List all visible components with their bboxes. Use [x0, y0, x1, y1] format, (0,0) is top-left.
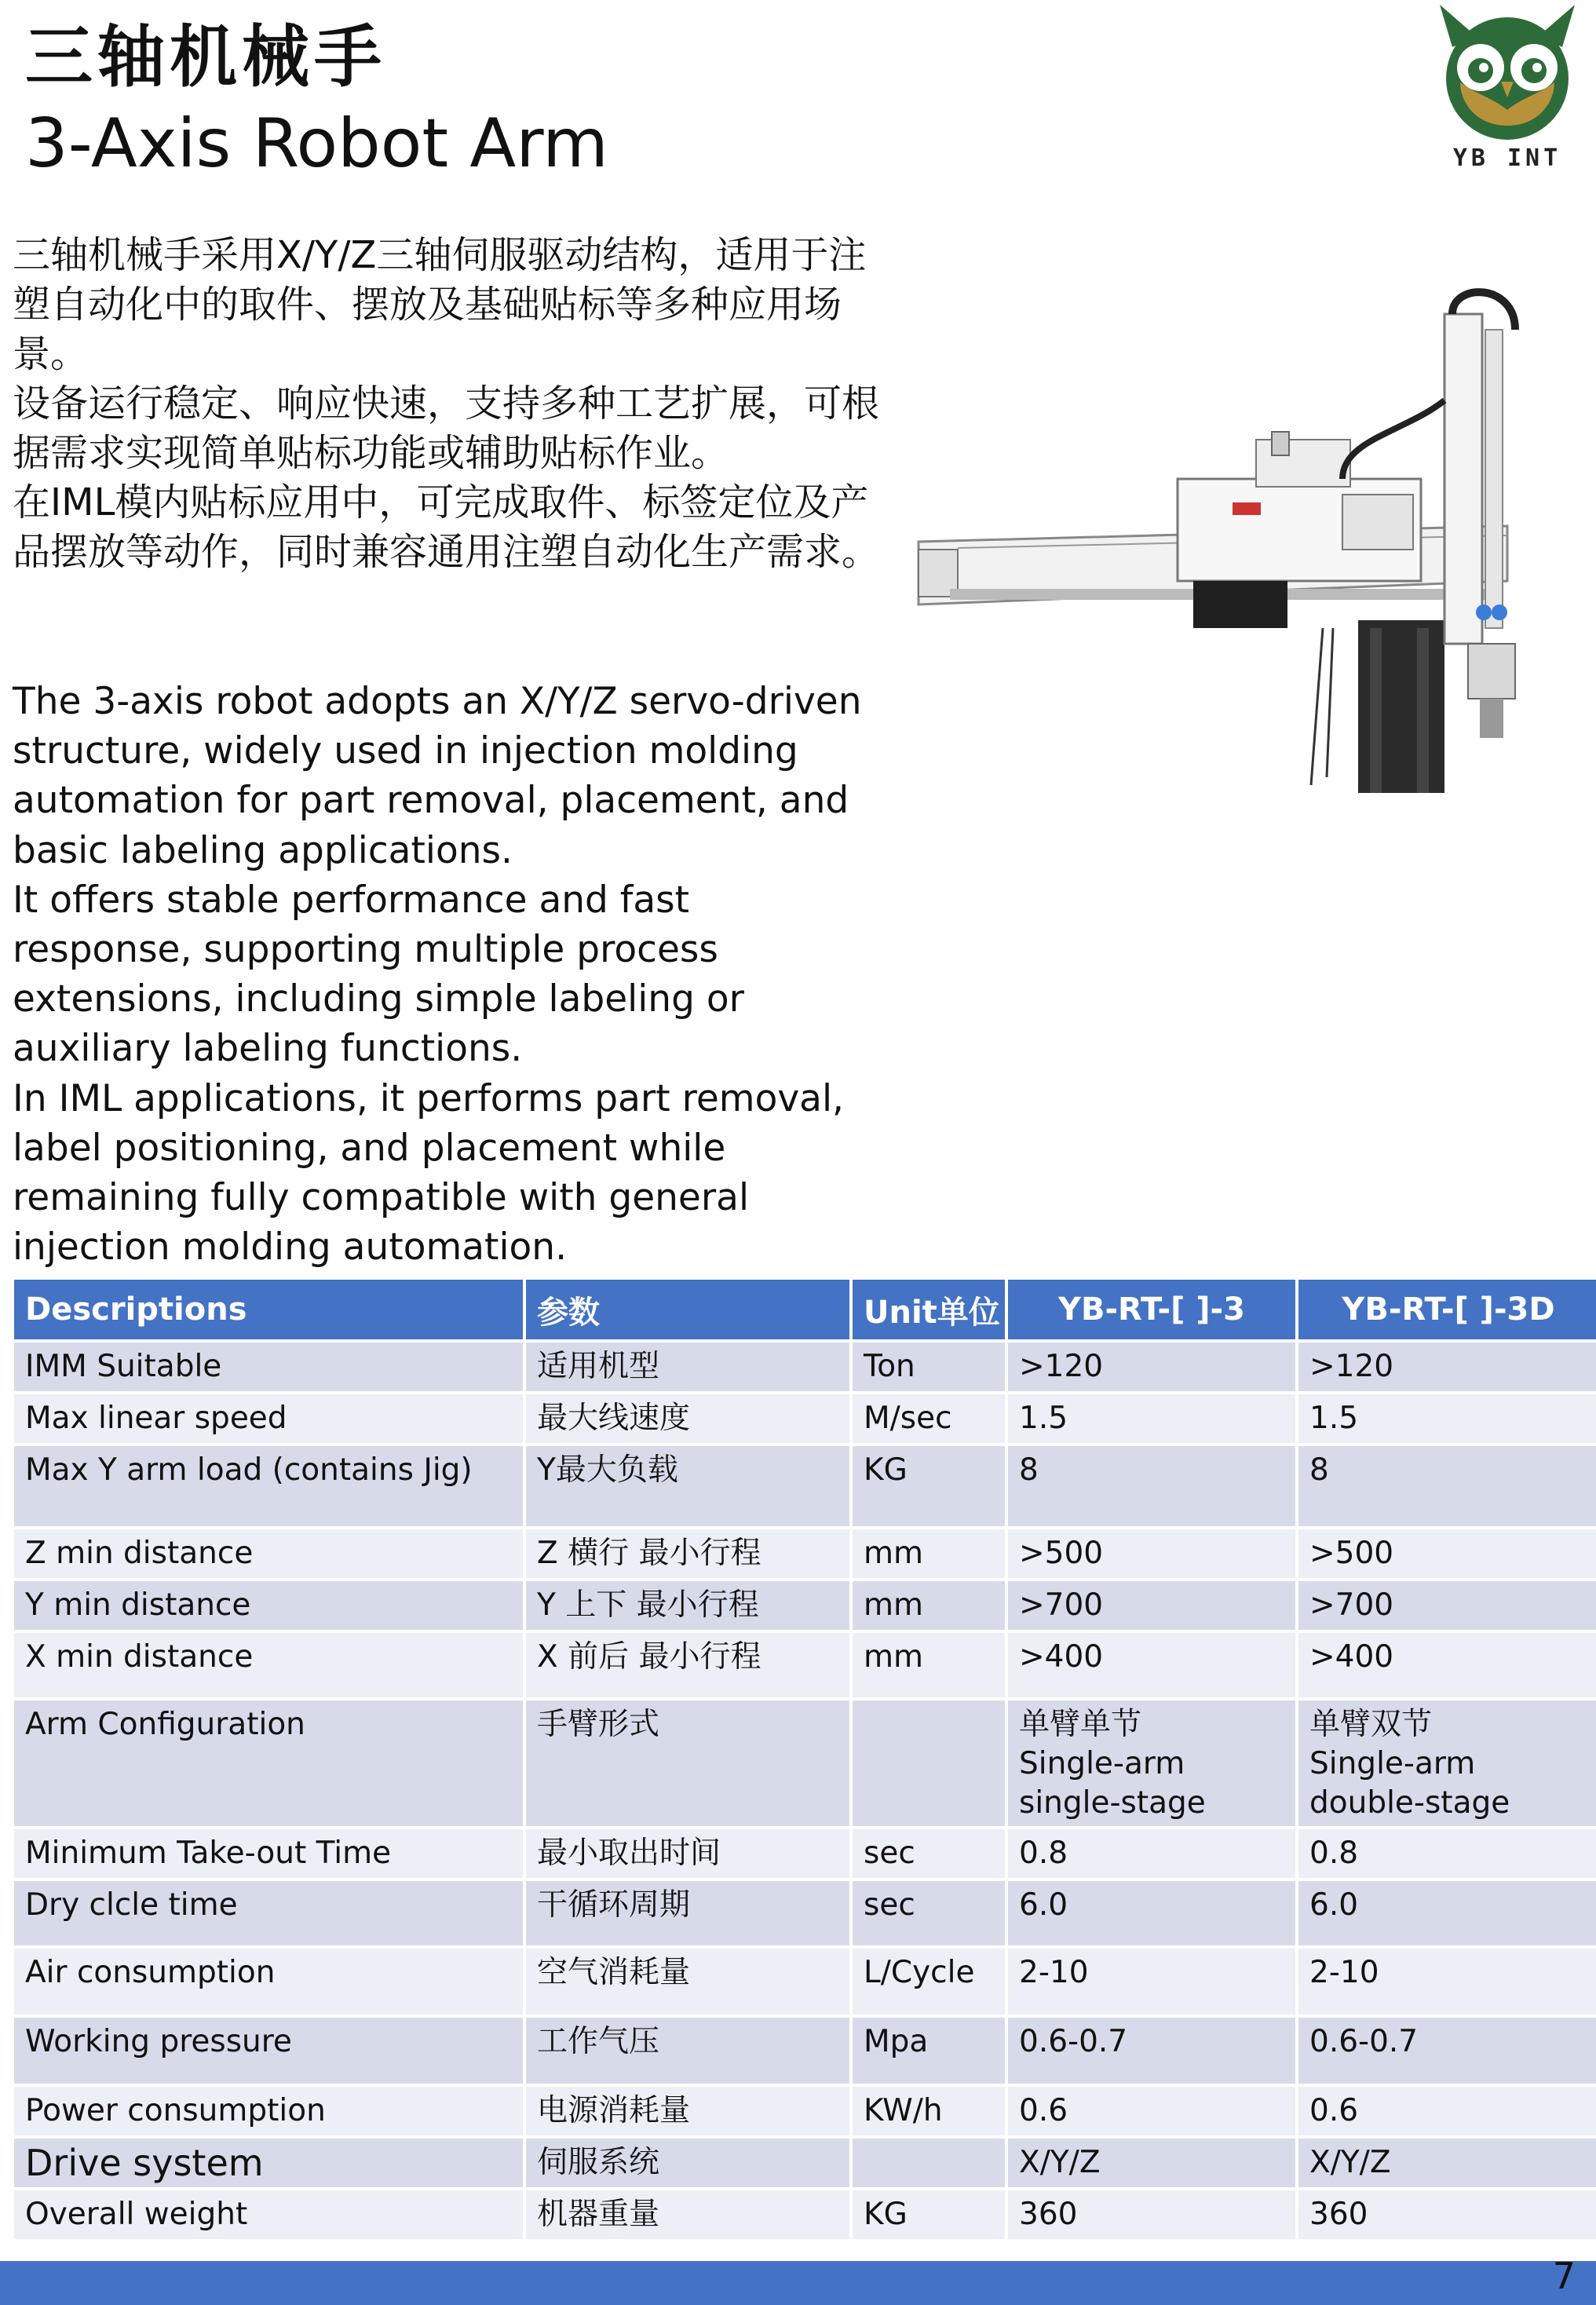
- page-number: 7: [1552, 2255, 1576, 2297]
- cell-value-3d: >120: [1297, 1341, 1596, 1393]
- cell-unit: Mpa: [851, 2016, 1006, 2085]
- cell-value-3: [1006, 1699, 1297, 1828]
- table-row: [13, 1393, 1596, 1445]
- cell-parameter: 电源消耗量: [524, 2085, 851, 2137]
- cell-value-3: 8: [1006, 1445, 1297, 1528]
- cell-parameter: 适用机型: [524, 1341, 851, 1393]
- description-cn: [13, 231, 884, 577]
- cell-description: Dry clcle time: [13, 1879, 524, 1947]
- cell-parameter: X 前后 最小行程: [524, 1631, 851, 1699]
- table-header-row: [13, 1280, 1596, 1341]
- cell-value-3: 6.0: [1006, 1879, 1297, 1947]
- cell-value-3: >120: [1006, 1341, 1297, 1393]
- cell-description: Power consumption: [13, 2085, 524, 2137]
- cell-parameter: Z 横行 最小行程: [524, 1528, 851, 1580]
- column-header: Descriptions: [13, 1280, 524, 1341]
- cell-unit: Ton: [851, 1341, 1006, 1393]
- column-header: YB-RT-[ ]-3: [1006, 1280, 1297, 1341]
- table-row: [13, 1528, 1596, 1580]
- cell-parameter: 干循环周期: [524, 1879, 851, 1947]
- cell-description: X min distance: [13, 1631, 524, 1699]
- table-row: [13, 2189, 1596, 2241]
- cell-description: Overall weight: [13, 2189, 524, 2241]
- cell-description: Arm Configuration: [13, 1699, 524, 1828]
- description-cn-paragraph: 设备运行稳定、响应快速，支持多种工艺扩展，可根据需求实现简单贴标功能或辅助贴标作业。: [13, 382, 880, 475]
- cell-value-3d: 0.6-0.7: [1297, 2016, 1596, 2085]
- cell-description: Max linear speed: [13, 1393, 524, 1445]
- cell-parameter: 最大线速度: [524, 1393, 851, 1445]
- cell-value-3d: 0.6: [1297, 2085, 1596, 2137]
- cell-parameter: 伺服系统: [524, 2137, 851, 2189]
- arm-config-line: Single-arm: [1019, 1746, 1185, 1781]
- table-row: [13, 1445, 1596, 1528]
- table-row: [13, 2016, 1596, 2085]
- cell-value-3d: >700: [1297, 1580, 1596, 1631]
- table-row: [13, 1580, 1596, 1631]
- table-row: [13, 2085, 1596, 2137]
- table-row: [13, 1631, 1596, 1699]
- table-row: [13, 1947, 1596, 2016]
- cell-unit: mm: [851, 1580, 1006, 1631]
- cell-value-3d: 0.8: [1297, 1828, 1596, 1879]
- cell-value-3d: 1.5: [1297, 1393, 1596, 1445]
- cell-parameter: 最小取出时间: [524, 1828, 851, 1879]
- cell-value-3d: >400: [1297, 1631, 1596, 1699]
- column-header: YB-RT-[ ]-3D: [1297, 1280, 1596, 1341]
- cell-value-3: 2-10: [1006, 1947, 1297, 2016]
- cell-value-3: >400: [1006, 1631, 1297, 1699]
- cell-description: IMM Suitable: [13, 1341, 524, 1393]
- page-title-en: 3-Axis Robot Arm: [25, 104, 608, 183]
- cell-description: Max Y arm load (contains Jig): [13, 1445, 524, 1528]
- description-en-paragraph: It offers stable performance and fast response, supporting multiple process extensions, including simple labeling or auxiliary labeling functions.: [13, 878, 744, 1071]
- description-en-paragraph: In IML applications, it performs part removal, label positioning, and placement while remaining fully compatible with general injection molding automation.: [13, 1076, 844, 1269]
- arm-config-line: 单臂单节: [1019, 1707, 1142, 1742]
- cell-unit: KW/h: [851, 2085, 1006, 2137]
- cell-value-3: 0.6: [1006, 2085, 1297, 2137]
- cell-unit: KG: [851, 1445, 1006, 1528]
- cell-value-3: >500: [1006, 1528, 1297, 1580]
- footer-bar: [0, 2261, 1596, 2305]
- cell-unit: sec: [851, 1828, 1006, 1879]
- description-cn-paragraph: 三轴机械手采用X/Y/Z三轴伺服驱动结构，适用于注塑自动化中的取件、摆放及基础贴标等多种应用场景。: [13, 233, 867, 376]
- spec-table: [11, 1280, 1596, 2242]
- cell-value-3d: X/Y/Z: [1297, 2137, 1596, 2189]
- cell-parameter: Y 上下 最小行程: [524, 1580, 851, 1631]
- cell-value-3: X/Y/Z: [1006, 2137, 1297, 2189]
- cell-parameter: 机器重量: [524, 2189, 851, 2241]
- cell-value-3d: 2-10: [1297, 1947, 1596, 2016]
- cell-value-3d: 6.0: [1297, 1879, 1596, 1947]
- cell-value-3: 360: [1006, 2189, 1297, 2241]
- cell-parameter: 手臂形式: [524, 1699, 851, 1828]
- cell-description: Minimum Take-out Time: [13, 1828, 524, 1879]
- cell-value-3: 0.8: [1006, 1828, 1297, 1879]
- description-en-paragraph: The 3-axis robot adopts an X/Y/Z servo-driven structure, widely used in injection molding automation for part removal, placement, and basic labeling applications.: [13, 680, 862, 872]
- cell-description: Y min distance: [13, 1580, 524, 1631]
- cell-description: Drive system: [13, 2137, 524, 2189]
- arm-config-line: 单臂双节: [1309, 1707, 1433, 1742]
- cell-value-3: >700: [1006, 1580, 1297, 1631]
- cell-unit: L/Cycle: [851, 1947, 1006, 2016]
- arm-config-line: double-stage: [1309, 1785, 1510, 1821]
- page-title-cn: 三轴机械手: [25, 18, 386, 97]
- cell-value-3: 1.5: [1006, 1393, 1297, 1445]
- cell-description: Air consumption: [13, 1947, 524, 2016]
- cell-value-3d: [1297, 1699, 1596, 1828]
- column-header: Unit单位: [851, 1280, 1006, 1341]
- table-row: [13, 1341, 1596, 1393]
- cell-unit: [851, 2137, 1006, 2189]
- cell-unit: sec: [851, 1879, 1006, 1947]
- cell-parameter: 空气消耗量: [524, 1947, 851, 2016]
- table-row: [13, 1879, 1596, 1947]
- cell-unit: KG: [851, 2189, 1006, 2241]
- arm-config-line: single-stage: [1019, 1785, 1206, 1821]
- cell-value-3d: >500: [1297, 1528, 1596, 1580]
- robot-arm-illustration: [903, 283, 1562, 793]
- logo-text: YB INT: [1452, 144, 1562, 172]
- cell-unit: mm: [851, 1528, 1006, 1580]
- description-cn-paragraph: 在IML模内贴标应用中，可完成取件、标签定位及产品摆放等动作，同时兼容通用注塑自动化生产需求。: [13, 480, 880, 574]
- cell-description: Z min distance: [13, 1528, 524, 1580]
- description-en: [13, 677, 876, 1272]
- table-row: [13, 1828, 1596, 1879]
- cell-value-3d: 8: [1297, 1445, 1596, 1528]
- cell-value-3: 0.6-0.7: [1006, 2016, 1297, 2085]
- cell-parameter: 工作气压: [524, 2016, 851, 2085]
- cell-unit: [851, 1699, 1006, 1828]
- cell-description: Working pressure: [13, 2016, 524, 2085]
- table-row: [13, 2137, 1596, 2189]
- cell-value-3d: 360: [1297, 2189, 1596, 2241]
- table-row: [13, 1699, 1596, 1828]
- arm-config-line: Single-arm: [1309, 1746, 1476, 1781]
- cell-unit: mm: [851, 1631, 1006, 1699]
- cell-parameter: Y最大负载: [524, 1445, 851, 1528]
- cell-unit: M/sec: [851, 1393, 1006, 1445]
- column-header: 参数: [524, 1280, 851, 1341]
